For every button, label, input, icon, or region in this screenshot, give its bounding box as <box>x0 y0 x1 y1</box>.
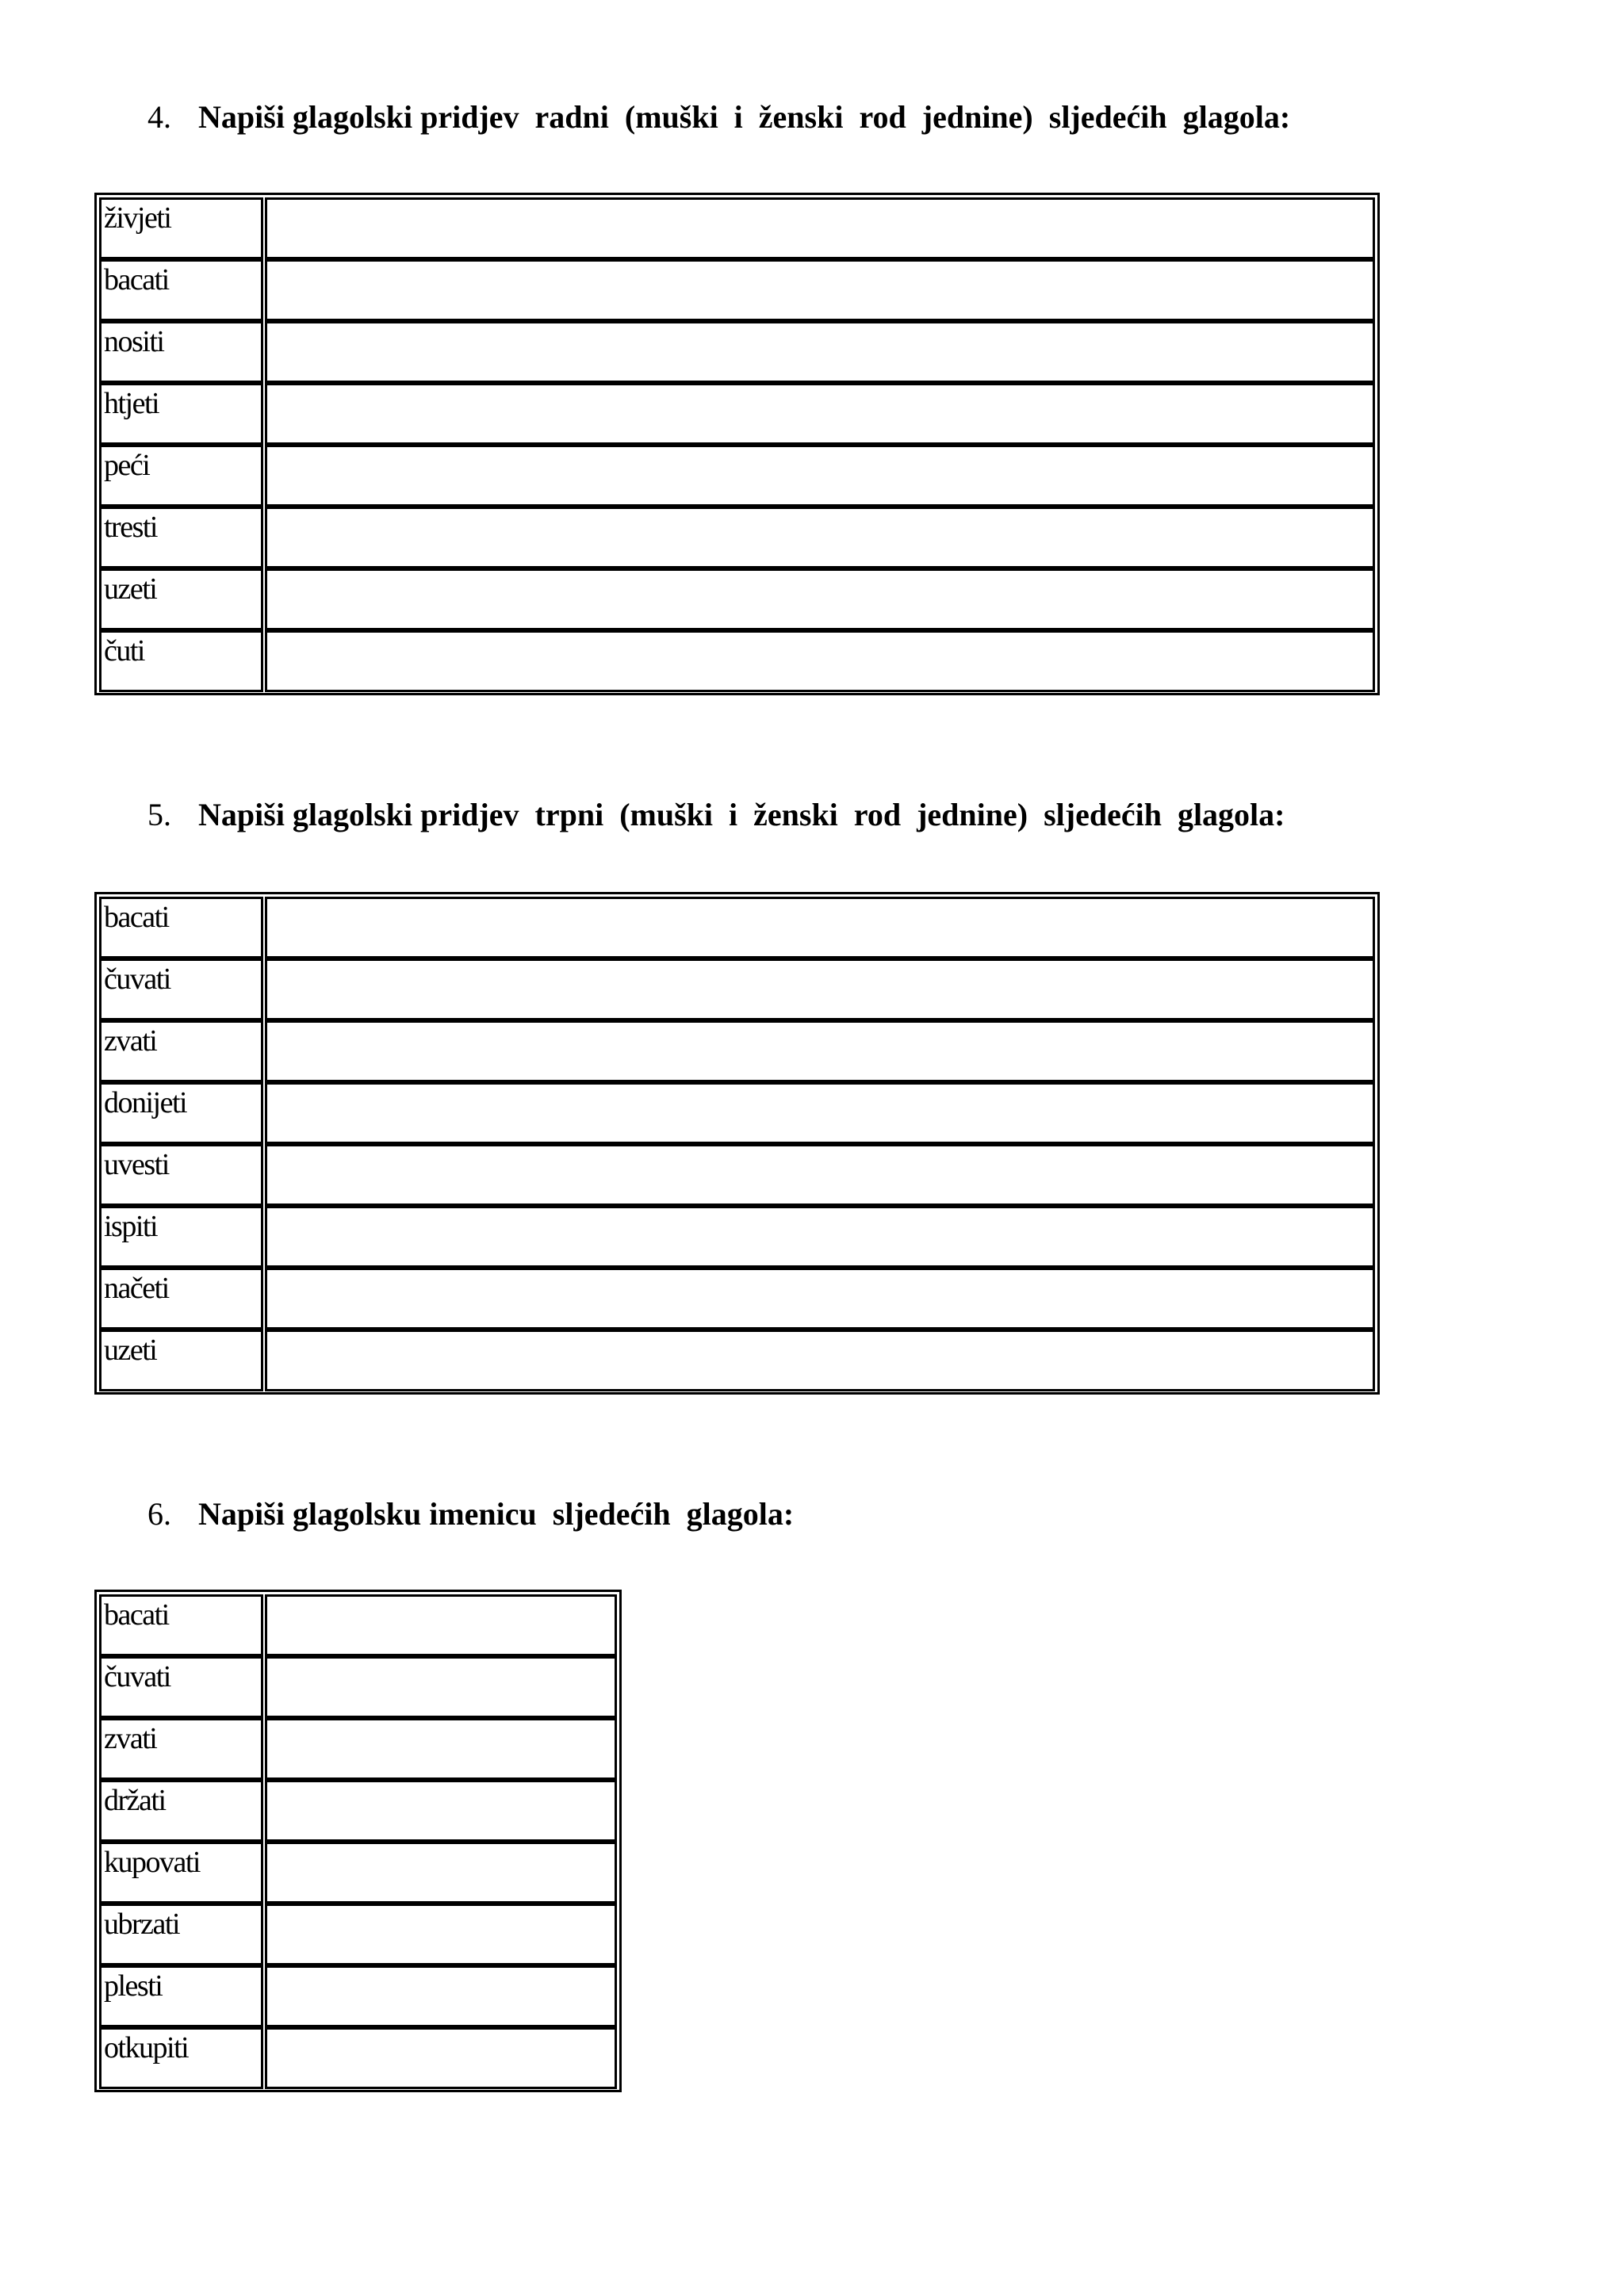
table-row <box>98 320 1376 382</box>
verb-cell: peći <box>99 445 263 507</box>
verb-cell: ubrzati <box>99 1904 263 1965</box>
table-row <box>98 1717 618 1779</box>
verb-cell: čuti <box>99 630 263 692</box>
answer-cell[interactable] <box>265 1965 617 2027</box>
table-row <box>98 1267 1376 1329</box>
table-row <box>98 896 1376 958</box>
answer-cell[interactable] <box>265 1780 617 1842</box>
table-row <box>98 1205 1376 1267</box>
task-number: 6. <box>147 1496 171 1532</box>
table-row <box>98 958 1376 1020</box>
table-row <box>98 1329 1376 1391</box>
verb-cell: bacati <box>99 259 263 321</box>
table-row <box>98 382 1376 444</box>
table-row <box>98 506 1376 568</box>
verb-cell: otkupiti <box>99 2027 263 2089</box>
answer-cell[interactable] <box>265 568 1375 630</box>
verb-cell: držati <box>99 1780 263 1842</box>
task-instruction: Napiši glagolski pridjev radni (muški i ženski rod jednine) sljedećih glagola: <box>198 99 1291 135</box>
answer-cell[interactable] <box>265 445 1375 507</box>
answer-cell[interactable] <box>265 1082 1375 1144</box>
table-row <box>98 1965 618 2026</box>
answer-cell[interactable] <box>265 1656 617 1718</box>
answer-cell[interactable] <box>265 1020 1375 1082</box>
table-row <box>98 1594 618 1655</box>
verb-cell: plesti <box>99 1965 263 2027</box>
task-number: 5. <box>147 797 171 832</box>
verb-cell: čuvati <box>99 1656 263 1718</box>
answer-cell[interactable] <box>265 2027 617 2089</box>
verb-cell: uvesti <box>99 1144 263 1206</box>
task-5-heading <box>147 796 1285 908</box>
table-row <box>98 444 1376 506</box>
answer-cell[interactable] <box>265 507 1375 568</box>
exercise-table-5 <box>94 892 1380 1395</box>
table-row <box>98 197 1376 258</box>
task-instruction: Napiši glagolski pridjev trpni (muški i ženski rod jednine) sljedećih glagola: <box>198 797 1285 832</box>
table-row <box>98 1779 618 1841</box>
table-row <box>98 1081 1376 1143</box>
answer-cell[interactable] <box>265 1842 617 1904</box>
answer-cell[interactable] <box>265 959 1375 1020</box>
verb-cell: kupovati <box>99 1842 263 1904</box>
verb-cell: bacati <box>99 1594 263 1656</box>
answer-cell[interactable] <box>265 321 1375 383</box>
verb-cell: uzeti <box>99 1330 263 1391</box>
table-row <box>98 629 1376 691</box>
answer-cell[interactable] <box>265 1718 617 1780</box>
table-row <box>98 258 1376 320</box>
verb-cell: uzeti <box>99 568 263 630</box>
table-row <box>98 1655 618 1717</box>
verb-cell: načeti <box>99 1268 263 1330</box>
verb-cell: ispiti <box>99 1206 263 1268</box>
verb-cell: bacati <box>99 897 263 959</box>
answer-cell[interactable] <box>265 1330 1375 1391</box>
answer-cell[interactable] <box>265 1206 1375 1268</box>
verb-cell: zvati <box>99 1020 263 1082</box>
table-row <box>98 1020 1376 1081</box>
verb-cell: donijeti <box>99 1082 263 1144</box>
table-row <box>98 1903 618 1965</box>
answer-cell[interactable] <box>265 1904 617 1965</box>
table-row <box>98 1841 618 1903</box>
answer-cell[interactable] <box>265 897 1375 959</box>
answer-cell[interactable] <box>265 197 1375 259</box>
verb-cell: zvati <box>99 1718 263 1780</box>
answer-cell[interactable] <box>265 630 1375 692</box>
answer-cell[interactable] <box>265 1594 617 1656</box>
exercise-table-6 <box>94 1590 622 2092</box>
answer-cell[interactable] <box>265 1268 1375 1330</box>
task-number: 4. <box>147 99 171 135</box>
table-row <box>98 2026 618 2088</box>
answer-cell[interactable] <box>265 259 1375 321</box>
answer-cell[interactable] <box>265 1144 1375 1206</box>
table-row <box>98 1143 1376 1205</box>
task-instruction: Napiši glagolsku imenicu sljedećih glagola: <box>198 1496 795 1532</box>
verb-cell: živjeti <box>99 197 263 259</box>
verb-cell: tresti <box>99 507 263 568</box>
verb-cell: htjeti <box>99 383 263 445</box>
table-row <box>98 568 1376 629</box>
answer-cell[interactable] <box>265 383 1375 445</box>
verb-cell: nositi <box>99 321 263 383</box>
verb-cell: čuvati <box>99 959 263 1020</box>
exercise-table-4 <box>94 193 1380 695</box>
